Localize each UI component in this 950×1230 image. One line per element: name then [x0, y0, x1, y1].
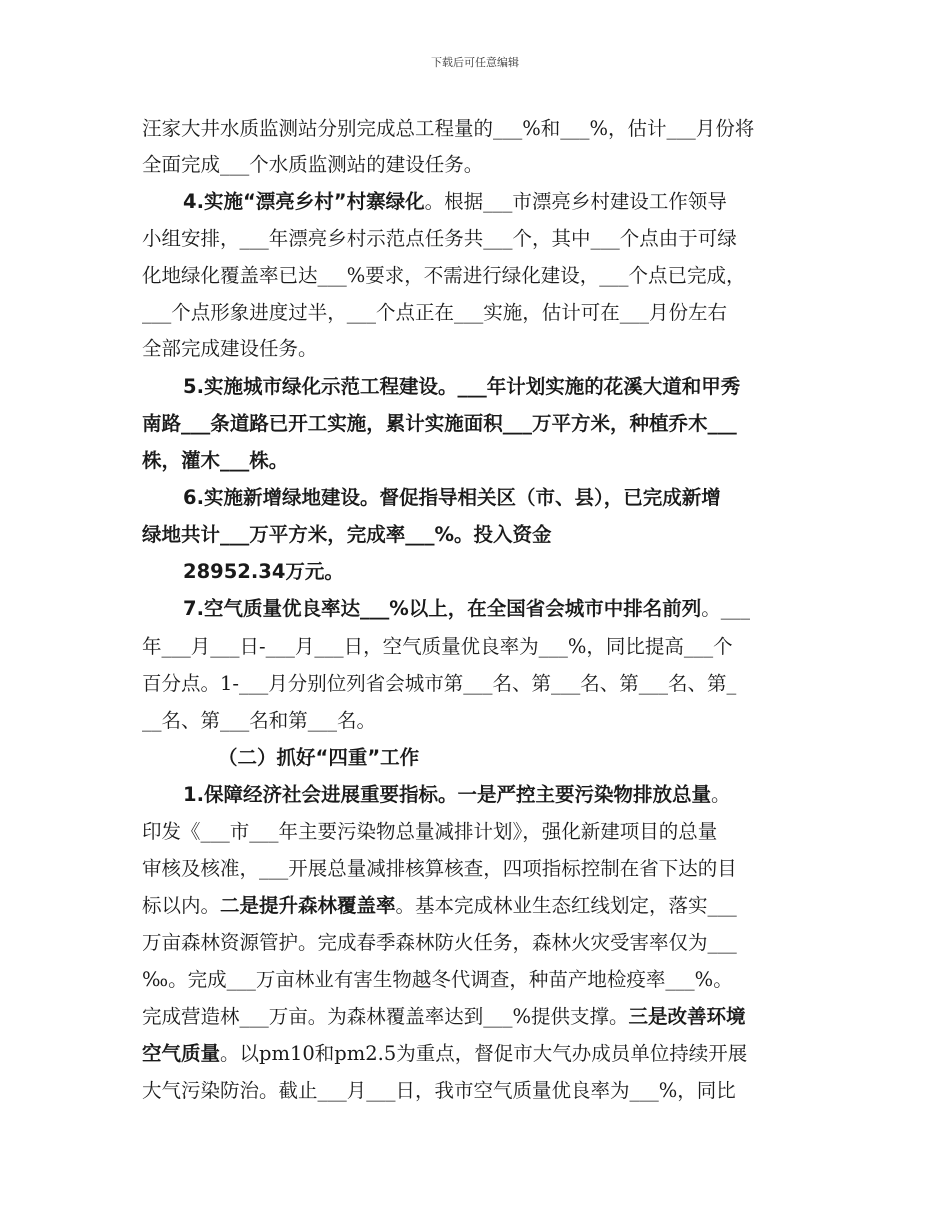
- text-line: [142, 817, 717, 847]
- bold-text: （二）抓好“四重”工作: [218, 746, 420, 769]
- text-line: [142, 261, 746, 291]
- body-text: 小组安排，___年漂亮乡村示范点任务共___个，其中___个点由于可绿: [142, 227, 737, 250]
- bold-text: 空气质量: [142, 1042, 221, 1065]
- body-text: 。基本完成林业生态红线划定，落实___: [395, 894, 737, 917]
- body-text: 。___: [701, 597, 751, 620]
- text-line: [142, 298, 727, 328]
- text-line: [142, 854, 737, 884]
- bold-text: 株，灌木___株。: [142, 449, 289, 472]
- text-line: [142, 224, 737, 254]
- body-text: 。以pm10和pm2.5为重点，督促市大气办成员单位持续开展: [220, 1042, 748, 1065]
- body-text: 百分点。1-___月分别位列省会城市第___名、第___名、第___名、第_: [142, 672, 737, 695]
- body-text: 大气污染防治。截止___月___日，我市空气质量优良率为___%，同比: [142, 1079, 736, 1102]
- body-text: ‰。完成___万亩林业有害生物越冬代调查，种苗产地检疫率___%。: [142, 968, 733, 991]
- text-line: [142, 706, 376, 736]
- text-line: [142, 334, 318, 364]
- bold-text: 7.空气质量优良率达___%以上，在全国省会城市中排名前列: [183, 597, 702, 620]
- text-line: [142, 150, 483, 180]
- text-line: [142, 1002, 746, 1032]
- text-line: [183, 187, 727, 217]
- text-line: [142, 114, 754, 144]
- body-text: 全面完成___个水质监测站的建设任务。: [142, 153, 484, 176]
- bold-text: 28952.34万元。: [183, 560, 344, 583]
- bold-text: 南路___条道路已开工实施，累计实施面积___万平方米，种植乔木___: [142, 412, 737, 435]
- body-text: 全部完成建设任务。: [142, 337, 318, 360]
- text-line: [183, 372, 740, 402]
- bold-text: 三是改善环境: [628, 1005, 746, 1028]
- bold-text: 4.实施“漂亮乡村”村寨绿化: [183, 190, 425, 213]
- text-line: [183, 594, 750, 624]
- text-line: [183, 780, 731, 810]
- body-text: __名、第___名和第___名。: [142, 709, 377, 732]
- body-text: 。: [710, 783, 731, 806]
- text-line: [183, 483, 721, 513]
- body-text: 年___月___日-___月___日，空气质量优良率为___%，同比提高___个: [142, 635, 733, 658]
- body-text: 汪家大井水质监测站分别完成总工程量的___%和___%，估计___月份将: [142, 117, 755, 140]
- body-text: 印发《___市___年主要污染物总量减排计划》，强化新建项目的总量: [142, 820, 718, 843]
- text-line: [142, 669, 736, 699]
- body-text: 化地绿化覆盖率已达___%要求，不需进行绿化建设，___个点已完成，: [142, 264, 746, 287]
- body-text: 。根据___市漂亮乡村建设工作领导: [424, 190, 727, 213]
- body-text: 完成营造林___万亩。为森林覆盖率达到___%提供支撑。: [142, 1005, 629, 1028]
- body-text: ___个点形象进度过半，___个点正在___实施，估计可在___月份左右: [142, 301, 728, 324]
- text-line: [142, 1039, 747, 1069]
- bold-text: 二是提升森林覆盖率: [220, 894, 396, 917]
- bold-text: 5.实施城市绿化示范工程建设。___年计划实施的花溪大道和甲秀: [183, 375, 741, 398]
- page-header: 下载后可任意编辑: [431, 56, 519, 69]
- text-line: [142, 409, 737, 439]
- body-text: 标以内。: [142, 894, 221, 917]
- text-line: [142, 446, 288, 476]
- body-text: 万亩森林资源管护。完成春季森林防火任务，森林火灾受害率仅为___: [142, 931, 737, 954]
- bold-text: 1.保障经济社会进展重要指标。一是严控主要污染物排放总量: [183, 783, 711, 806]
- bold-text: 6.实施新增绿地建设。督促指导相关区（市、县），已完成新增: [183, 486, 721, 509]
- text-line: [142, 891, 737, 921]
- text-line: [142, 632, 733, 662]
- body-text: 审核及核准，___开展总量减排核算核查，四项指标控制在省下达的目: [142, 857, 737, 880]
- text-line: [142, 928, 737, 958]
- text-line: [183, 557, 344, 587]
- text-line: [142, 965, 733, 995]
- text-line: [142, 1076, 736, 1106]
- text-line: [218, 743, 419, 773]
- bold-text: 绿地共计___万平方米，完成率___%。投入资金: [142, 523, 552, 546]
- text-line: [142, 520, 552, 550]
